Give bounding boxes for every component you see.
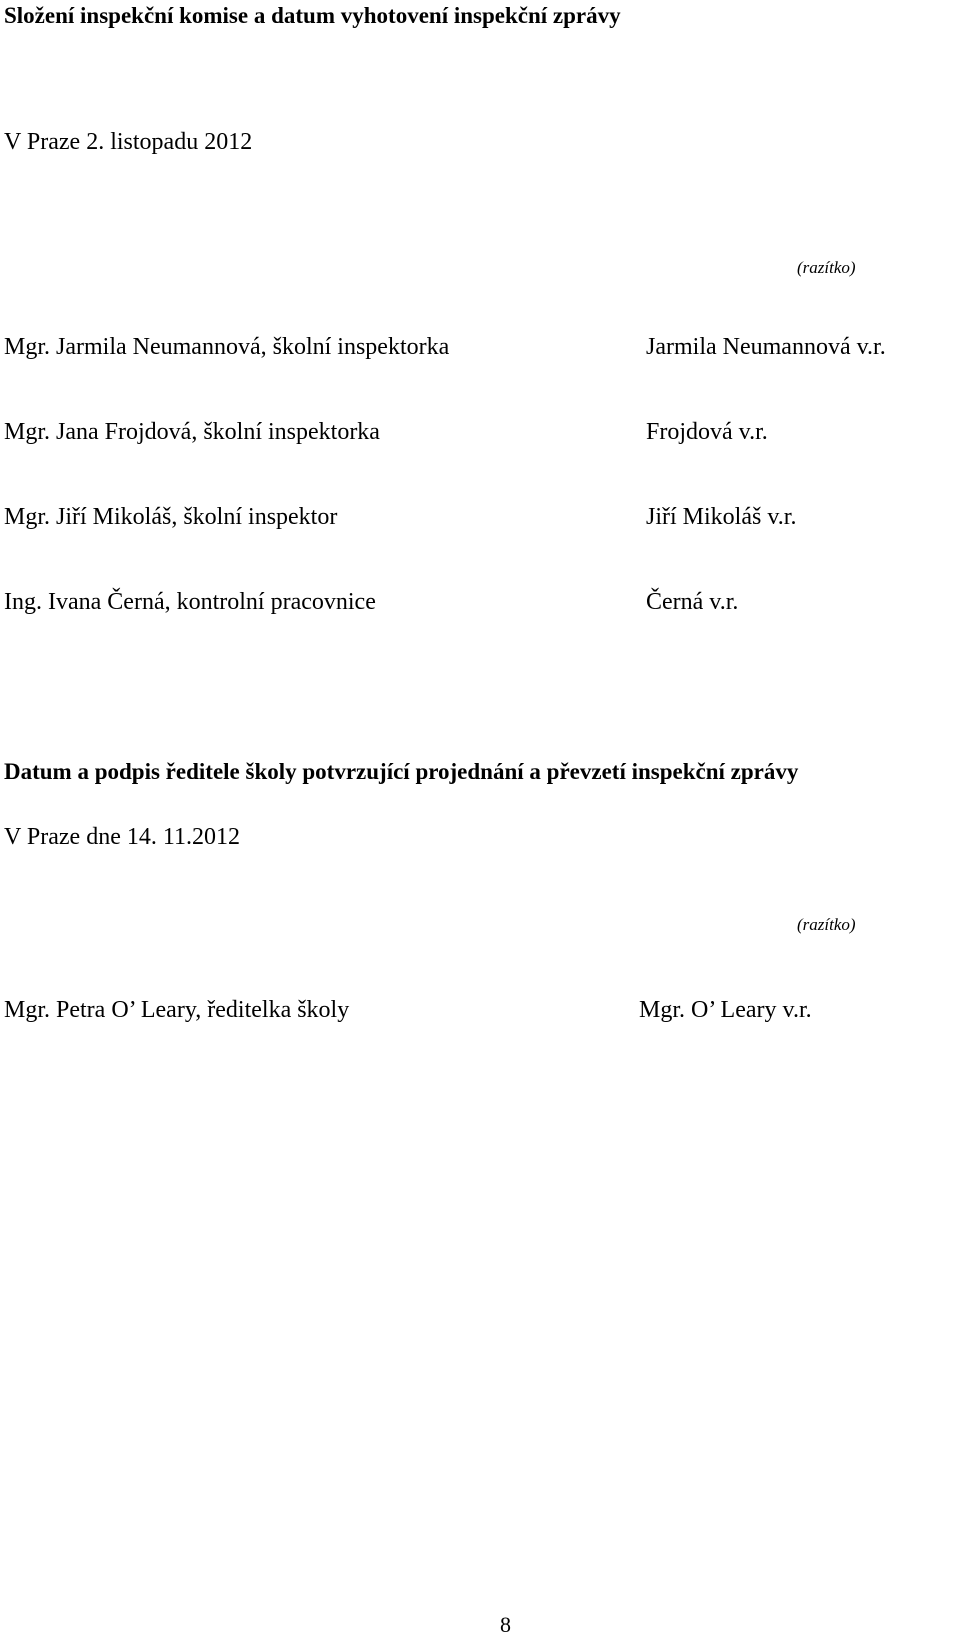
member-signature-3: Jiří Mikoláš v.r. [646,504,797,530]
member-name-4: Ing. Ivana Černá, kontrolní pracovnice [4,589,376,615]
member-name-3: Mgr. Jiří Mikoláš, školní inspektor [4,504,338,530]
director-name: Mgr. Petra O’ Leary, ředitelka školy [4,997,350,1023]
commission-heading: Složení inspekční komise a datum vyhotovení inspekční zprávy [4,3,621,28]
commission-place-date: V Praze 2. listopadu 2012 [4,129,253,155]
director-place-date: V Praze dne 14. 11.2012 [4,824,240,850]
member-name-2: Mgr. Jana Frojdová, školní inspektorka [4,419,380,445]
director-signature: Mgr. O’ Leary v.r. [639,997,812,1023]
member-signature-2: Frojdová v.r. [646,419,768,445]
member-signature-1: Jarmila Neumannová v.r. [646,334,886,360]
director-heading: Datum a podpis ředitele školy potvrzující projednání a převzetí inspekční zprávy [4,759,799,784]
commission-stamp-label: (razítko) [797,258,856,277]
member-name-1: Mgr. Jarmila Neumannová, školní inspektorka [4,334,450,360]
director-stamp-label: (razítko) [797,915,856,934]
member-signature-4: Černá v.r. [646,589,739,615]
page-number: 8 [500,1612,511,1637]
